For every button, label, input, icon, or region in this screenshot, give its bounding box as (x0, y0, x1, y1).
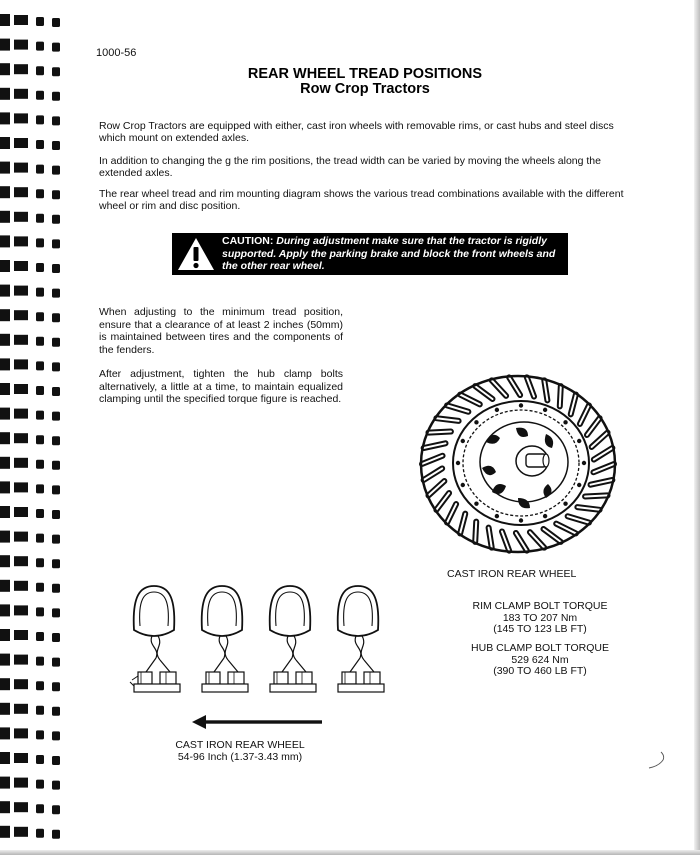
tread-positions-diagram (120, 582, 390, 707)
caution-label: CAUTION: (222, 235, 274, 247)
intro-paragraph: Row Crop Tractors are equipped with either, cast iron wheels with removable rims, or cast hubs and steel discs which mount on extended axles. (99, 120, 614, 144)
rear-wheel-illustration (408, 356, 638, 561)
hub-torque-label: HUB CLAMP BOLT TORQUE (471, 642, 609, 654)
wheel-caption: CAST IRON REAR WHEEL (447, 568, 577, 580)
tread-position-unit (270, 586, 316, 692)
hub-torque-spec (450, 643, 630, 678)
tread-paragraph: In addition to changing the g the rim positions, the tread width can be varied by moving the wheels along the extended axles. (99, 155, 601, 179)
tread-position-unit (130, 586, 180, 692)
rim-torque-label: RIM CLAMP BOLT TORQUE (472, 600, 608, 612)
tread-position-unit (338, 586, 384, 692)
hub-torque-metric: 529 624 Nm (511, 653, 569, 666)
tread-caption-range: 54-96 Inch (1.37-3.43 mm) (177, 751, 303, 763)
tread-position-unit (202, 586, 248, 692)
rim-torque-spec (450, 601, 630, 636)
hub-torque-imperial: (390 TO 460 LB FT) (493, 665, 587, 677)
warning-triangle-icon (176, 236, 216, 272)
clamp-paragraph: After adjustment, tighten the hub clamp bolts alternatively, a little at a time, to maintain equalized clamping until the specified torque figure is reached. (99, 368, 343, 405)
tread-direction-arrow (192, 712, 324, 732)
caution-message: During adjustment make sure that the tractor is rigidly supported. Apply the parking brake and block the front wheels and the other rear wheel. (222, 235, 556, 272)
tread-caption (160, 739, 320, 763)
page-subtitle: Row Crop Tractors (300, 81, 430, 97)
clearance-paragraph: When adjusting to the minimum tread position, ensure that a clearance of at least 2 inches (50mm) is maintained between tires and the components of the fenders. (99, 306, 343, 356)
rim-torque-imperial: (145 TO 123 LB FT) (493, 623, 587, 635)
page-bottom-shadow (0, 850, 700, 855)
rim-torque-metric: 183 TO 207 Nm (502, 611, 578, 624)
tread-caption-title: CAST IRON REAR WHEEL (175, 739, 305, 751)
page-edge-shadow (694, 0, 700, 855)
caution-text (222, 235, 564, 273)
pen-mark (645, 748, 669, 772)
spiral-binding (0, 0, 72, 855)
page-title: REAR WHEEL TREAD POSITIONS (247, 66, 483, 82)
page-number: 1000-56 (96, 47, 137, 59)
diagram-paragraph: The rear wheel tread and rim mounting diagram shows the various tread combinations available with the different wheel or rim and disc position. (99, 188, 624, 212)
caution-box (172, 233, 568, 275)
